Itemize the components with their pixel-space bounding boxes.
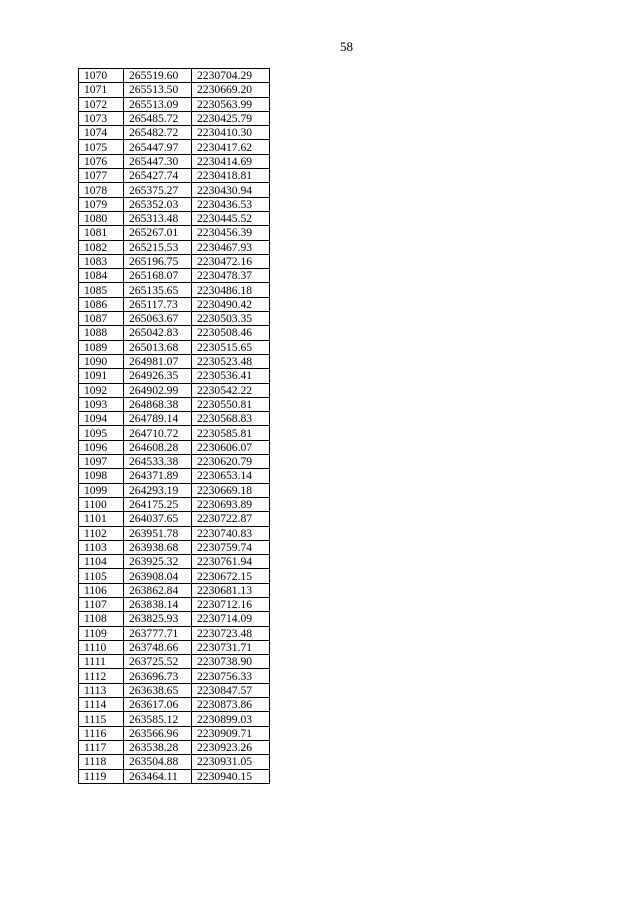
point-number-cell: 1078: [79, 183, 124, 197]
y-coordinate-cell: 2230723.48: [192, 626, 270, 640]
point-number-cell: 1095: [79, 426, 124, 440]
x-coordinate-cell: 263464.11: [124, 769, 192, 783]
point-number-cell: 1107: [79, 597, 124, 611]
x-coordinate-cell: 265447.30: [124, 154, 192, 168]
page-number: 58: [340, 39, 353, 54]
point-number-cell: 1074: [79, 126, 124, 140]
y-coordinate-cell: 2230693.89: [192, 497, 270, 511]
table-row: [79, 669, 270, 683]
y-coordinate-cell: 2230436.53: [192, 197, 270, 211]
point-number-cell: 1117: [79, 740, 124, 754]
x-coordinate-cell: 265135.65: [124, 283, 192, 297]
point-number-cell: 1116: [79, 726, 124, 740]
x-coordinate-cell: 264981.07: [124, 354, 192, 368]
point-number-cell: 1082: [79, 240, 124, 254]
x-coordinate-cell: 265013.68: [124, 340, 192, 354]
table-row: [79, 640, 270, 654]
table-row: [79, 240, 270, 254]
y-coordinate-cell: 2230704.29: [192, 69, 270, 83]
x-coordinate-cell: 264902.99: [124, 383, 192, 397]
y-coordinate-cell: 2230568.83: [192, 412, 270, 426]
y-coordinate-cell: 2230417.62: [192, 140, 270, 154]
x-coordinate-cell: 265352.03: [124, 197, 192, 211]
x-coordinate-cell: 264037.65: [124, 512, 192, 526]
point-number-cell: 1083: [79, 254, 124, 268]
table-row: [79, 626, 270, 640]
coordinates-table: [78, 68, 270, 784]
point-number-cell: 1103: [79, 540, 124, 554]
x-coordinate-cell: 265447.97: [124, 140, 192, 154]
table-row: [79, 297, 270, 311]
y-coordinate-cell: 2230909.71: [192, 726, 270, 740]
y-coordinate-cell: 2230722.87: [192, 512, 270, 526]
y-coordinate-cell: 2230681.13: [192, 583, 270, 597]
point-number-cell: 1080: [79, 211, 124, 225]
x-coordinate-cell: 265042.83: [124, 326, 192, 340]
x-coordinate-cell: 263938.68: [124, 540, 192, 554]
x-coordinate-cell: 263638.65: [124, 683, 192, 697]
x-coordinate-cell: 265117.73: [124, 297, 192, 311]
point-number-cell: 1077: [79, 169, 124, 183]
table-row: [79, 369, 270, 383]
x-coordinate-cell: 263504.88: [124, 755, 192, 769]
point-number-cell: 1084: [79, 269, 124, 283]
y-coordinate-cell: 2230712.16: [192, 597, 270, 611]
point-number-cell: 1109: [79, 626, 124, 640]
point-number-cell: 1088: [79, 326, 124, 340]
table-row: [79, 597, 270, 611]
y-coordinate-cell: 2230940.15: [192, 769, 270, 783]
table-row: [79, 683, 270, 697]
y-coordinate-cell: 2230606.07: [192, 440, 270, 454]
x-coordinate-cell: 265482.72: [124, 126, 192, 140]
y-coordinate-cell: 2230899.03: [192, 712, 270, 726]
point-number-cell: 1113: [79, 683, 124, 697]
y-coordinate-cell: 2230515.65: [192, 340, 270, 354]
y-coordinate-cell: 2230759.74: [192, 540, 270, 554]
table-row: [79, 555, 270, 569]
x-coordinate-cell: 265267.01: [124, 226, 192, 240]
y-coordinate-cell: 2230410.30: [192, 126, 270, 140]
table-row: [79, 254, 270, 268]
x-coordinate-cell: 265513.50: [124, 83, 192, 97]
point-number-cell: 1091: [79, 369, 124, 383]
y-coordinate-cell: 2230467.93: [192, 240, 270, 254]
x-coordinate-cell: 265063.67: [124, 312, 192, 326]
table-row: [79, 755, 270, 769]
point-number-cell: 1115: [79, 712, 124, 726]
point-number-cell: 1075: [79, 140, 124, 154]
y-coordinate-cell: 2230550.81: [192, 397, 270, 411]
x-coordinate-cell: 265313.48: [124, 211, 192, 225]
table-row: [79, 383, 270, 397]
x-coordinate-cell: 264533.38: [124, 455, 192, 469]
table-row: [79, 740, 270, 754]
y-coordinate-cell: 2230523.48: [192, 354, 270, 368]
y-coordinate-cell: 2230620.79: [192, 455, 270, 469]
point-number-cell: 1079: [79, 197, 124, 211]
x-coordinate-cell: 264175.25: [124, 497, 192, 511]
x-coordinate-cell: 265485.72: [124, 111, 192, 125]
table-row: [79, 340, 270, 354]
table-row: [79, 83, 270, 97]
x-coordinate-cell: 263617.06: [124, 698, 192, 712]
x-coordinate-cell: 265196.75: [124, 254, 192, 268]
y-coordinate-cell: 2230653.14: [192, 469, 270, 483]
table-row: [79, 540, 270, 554]
table-row: [79, 583, 270, 597]
table-row: [79, 426, 270, 440]
y-coordinate-cell: 2230542.22: [192, 383, 270, 397]
point-number-cell: 1119: [79, 769, 124, 783]
y-coordinate-cell: 2230418.81: [192, 169, 270, 183]
x-coordinate-cell: 263748.66: [124, 640, 192, 654]
table-row: [79, 612, 270, 626]
x-coordinate-cell: 263951.78: [124, 526, 192, 540]
x-coordinate-cell: 263838.14: [124, 597, 192, 611]
table-row: [79, 154, 270, 168]
x-coordinate-cell: 263925.32: [124, 555, 192, 569]
x-coordinate-cell: 265375.27: [124, 183, 192, 197]
x-coordinate-cell: 264371.89: [124, 469, 192, 483]
table-row: [79, 126, 270, 140]
point-number-cell: 1108: [79, 612, 124, 626]
point-number-cell: 1089: [79, 340, 124, 354]
x-coordinate-cell: 265168.07: [124, 269, 192, 283]
table-row: [79, 769, 270, 783]
table-row: [79, 312, 270, 326]
table-row: [79, 455, 270, 469]
point-number-cell: 1073: [79, 111, 124, 125]
table-row: [79, 354, 270, 368]
x-coordinate-cell: 264926.35: [124, 369, 192, 383]
table-row: [79, 283, 270, 297]
table-row: [79, 483, 270, 497]
table-row: [79, 698, 270, 712]
table-row: [79, 512, 270, 526]
point-number-cell: 1118: [79, 755, 124, 769]
point-number-cell: 1110: [79, 640, 124, 654]
y-coordinate-cell: 2230445.52: [192, 211, 270, 225]
y-coordinate-cell: 2230490.42: [192, 297, 270, 311]
point-number-cell: 1101: [79, 512, 124, 526]
table-row: [79, 226, 270, 240]
point-number-cell: 1093: [79, 397, 124, 411]
x-coordinate-cell: 265215.53: [124, 240, 192, 254]
table-row: [79, 169, 270, 183]
table-row: [79, 497, 270, 511]
point-number-cell: 1097: [79, 455, 124, 469]
y-coordinate-cell: 2230430.94: [192, 183, 270, 197]
y-coordinate-cell: 2230738.90: [192, 655, 270, 669]
y-coordinate-cell: 2230456.39: [192, 226, 270, 240]
x-coordinate-cell: 264293.19: [124, 483, 192, 497]
x-coordinate-cell: 263825.93: [124, 612, 192, 626]
table-row: [79, 569, 270, 583]
y-coordinate-cell: 2230478.37: [192, 269, 270, 283]
table-row: [79, 211, 270, 225]
coordinates-table-body: [79, 69, 270, 784]
table-row: [79, 412, 270, 426]
x-coordinate-cell: 264868.38: [124, 397, 192, 411]
y-coordinate-cell: 2230536.41: [192, 369, 270, 383]
y-coordinate-cell: 2230669.18: [192, 483, 270, 497]
table-row: [79, 97, 270, 111]
y-coordinate-cell: 2230425.79: [192, 111, 270, 125]
point-number-cell: 1087: [79, 312, 124, 326]
point-number-cell: 1102: [79, 526, 124, 540]
point-number-cell: 1071: [79, 83, 124, 97]
point-number-cell: 1098: [79, 469, 124, 483]
point-number-cell: 1081: [79, 226, 124, 240]
y-coordinate-cell: 2230873.86: [192, 698, 270, 712]
x-coordinate-cell: 263862.84: [124, 583, 192, 597]
y-coordinate-cell: 2230503.35: [192, 312, 270, 326]
y-coordinate-cell: 2230672.15: [192, 569, 270, 583]
y-coordinate-cell: 2230669.20: [192, 83, 270, 97]
table-row: [79, 69, 270, 83]
x-coordinate-cell: 263725.52: [124, 655, 192, 669]
table-row: [79, 726, 270, 740]
x-coordinate-cell: 264710.72: [124, 426, 192, 440]
table-row: [79, 111, 270, 125]
x-coordinate-cell: 265519.60: [124, 69, 192, 83]
point-number-cell: 1111: [79, 655, 124, 669]
point-number-cell: 1086: [79, 297, 124, 311]
point-number-cell: 1076: [79, 154, 124, 168]
y-coordinate-cell: 2230847.57: [192, 683, 270, 697]
point-number-cell: 1085: [79, 283, 124, 297]
table-row: [79, 440, 270, 454]
x-coordinate-cell: 265427.74: [124, 169, 192, 183]
table-row: [79, 397, 270, 411]
table-row: [79, 140, 270, 154]
point-number-cell: 1100: [79, 497, 124, 511]
y-coordinate-cell: 2230585.81: [192, 426, 270, 440]
point-number-cell: 1096: [79, 440, 124, 454]
y-coordinate-cell: 2230486.18: [192, 283, 270, 297]
point-number-cell: 1099: [79, 483, 124, 497]
y-coordinate-cell: 2230761.94: [192, 555, 270, 569]
table-row: [79, 712, 270, 726]
x-coordinate-cell: 263777.71: [124, 626, 192, 640]
point-number-cell: 1105: [79, 569, 124, 583]
y-coordinate-cell: 2230563.99: [192, 97, 270, 111]
y-coordinate-cell: 2230923.26: [192, 740, 270, 754]
x-coordinate-cell: 263538.28: [124, 740, 192, 754]
point-number-cell: 1106: [79, 583, 124, 597]
table-row: [79, 326, 270, 340]
point-number-cell: 1104: [79, 555, 124, 569]
x-coordinate-cell: 265513.09: [124, 97, 192, 111]
x-coordinate-cell: 263566.96: [124, 726, 192, 740]
x-coordinate-cell: 264789.14: [124, 412, 192, 426]
table-row: [79, 269, 270, 283]
point-number-cell: 1114: [79, 698, 124, 712]
table-row: [79, 183, 270, 197]
table-row: [79, 469, 270, 483]
y-coordinate-cell: 2230508.46: [192, 326, 270, 340]
point-number-cell: 1072: [79, 97, 124, 111]
point-number-cell: 1112: [79, 669, 124, 683]
table-row: [79, 526, 270, 540]
x-coordinate-cell: 264608.28: [124, 440, 192, 454]
y-coordinate-cell: 2230731.71: [192, 640, 270, 654]
y-coordinate-cell: 2230756.33: [192, 669, 270, 683]
x-coordinate-cell: 263908.04: [124, 569, 192, 583]
table-row: [79, 655, 270, 669]
y-coordinate-cell: 2230414.69: [192, 154, 270, 168]
x-coordinate-cell: 263696.73: [124, 669, 192, 683]
point-number-cell: 1090: [79, 354, 124, 368]
table-row: [79, 197, 270, 211]
x-coordinate-cell: 263585.12: [124, 712, 192, 726]
y-coordinate-cell: 2230740.83: [192, 526, 270, 540]
y-coordinate-cell: 2230714.09: [192, 612, 270, 626]
y-coordinate-cell: 2230931.05: [192, 755, 270, 769]
point-number-cell: 1070: [79, 69, 124, 83]
point-number-cell: 1092: [79, 383, 124, 397]
point-number-cell: 1094: [79, 412, 124, 426]
y-coordinate-cell: 2230472.16: [192, 254, 270, 268]
